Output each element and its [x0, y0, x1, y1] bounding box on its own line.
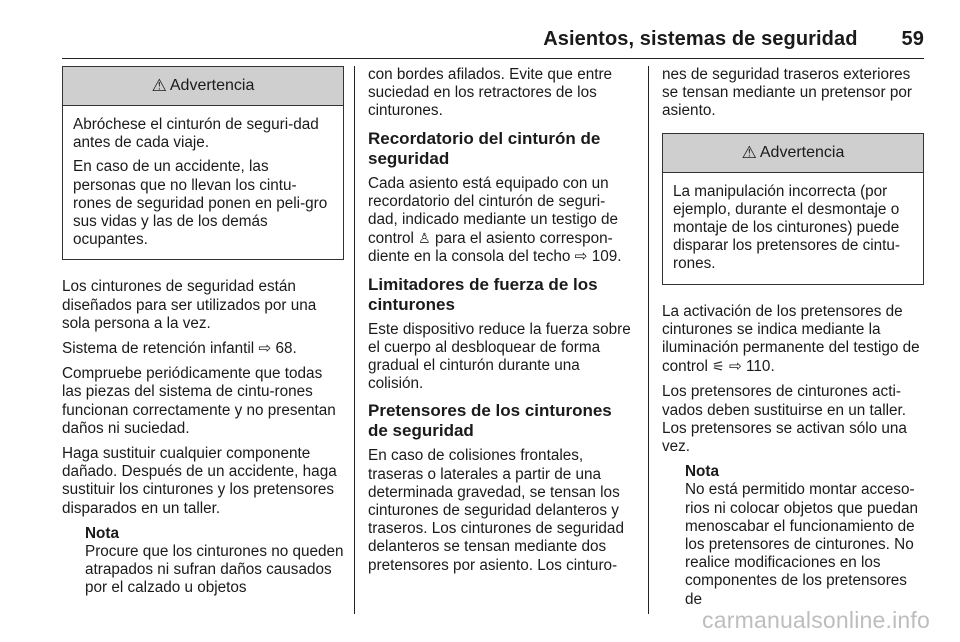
- warning-box-2: [662, 133, 924, 285]
- page-number: 59: [901, 28, 924, 50]
- paragraph: con bordes afilados. Evite que entre suciedad en los retractores de los cinturones.: [368, 66, 613, 120]
- warning-body: [63, 106, 343, 259]
- column-2: [368, 66, 634, 582]
- column-1: [62, 66, 344, 604]
- warning-header: [63, 67, 343, 106]
- section-heading: Limitadores de fuerza de los cinturones: [368, 274, 598, 314]
- header-title: Asientos, sistemas de seguridad: [543, 28, 858, 50]
- pretensioner-icon: ⚟: [712, 358, 725, 375]
- paragraph: Los pretensores de cinturones acti-vados deben sustituirse en un taller. Los pretensores se activan sólo una vez.: [662, 383, 907, 456]
- column-divider-2: [648, 66, 649, 614]
- note: [62, 525, 344, 598]
- paragraph: nes de seguridad traseros exteriores se tensan mediante un pretensor por asiento.: [662, 66, 913, 120]
- paragraph-link[interactable]: Sistema de retención infantil ⇨ 68.: [62, 340, 297, 358]
- seatbelt-icon: ♙: [418, 230, 431, 247]
- page-link[interactable]: ⇨ 110.: [728, 358, 775, 376]
- column-3: [662, 66, 924, 615]
- warning-triangle-icon: ⚠: [151, 75, 167, 95]
- warning-body: [663, 173, 923, 284]
- note-text: Procure que los cinturones no queden atrapados ni sufran daños causados por el calzado u objetos: [85, 543, 344, 597]
- warning-text: Abróchese el cinturón de seguri-dad antes de cada viaje.: [73, 116, 319, 152]
- warning-triangle-icon: ⚠: [741, 142, 757, 162]
- paragraph: Compruebe periódicamente que todas las piezas del sistema de cintu-rones funcionan correctamente y no presentan daños ni suciedad.: [62, 365, 336, 437]
- note-title: Nota: [685, 463, 719, 481]
- paragraph: Los cinturones de seguridad están diseñados para ser utilizados por una sola persona a la vez.: [62, 278, 317, 332]
- warning-text: La manipulación incorrecta (por ejemplo, durante el desmontaje o montaje de los cinturones) puede disparar los pretensores de cintu-rones.: [673, 182, 901, 273]
- note: [662, 463, 924, 609]
- warning-title: Advertencia: [759, 143, 845, 161]
- paragraph: Cada asiento está equipado con un recordatorio del cinturón de seguri-dad, indicado mediante un testigo de control ♙ para el asiento correspon-diente en la consola del techo ⇨ 109.: [368, 174, 622, 266]
- note-title: Nota: [85, 524, 119, 542]
- paragraph: La activación de los pretensores de cinturones se indica mediante la iluminación permanente del testigo de control ⚟ ⇨ 110.: [662, 302, 920, 376]
- warning-box-1: [62, 66, 344, 260]
- warning-text: En caso de un accidente, las personas que no llevan los cintu-rones de seguridad ponen en peli-gro sus vidas y las de los demás ocupantes.: [73, 158, 328, 249]
- paragraph: Este dispositivo reduce la fuerza sobre el cuerpo al desbloquear de forma gradual el cinturón durante una colisión.: [368, 320, 631, 393]
- header-rule: [62, 58, 924, 59]
- section-heading: Recordatorio del cinturón de seguridad: [368, 128, 601, 168]
- page-link[interactable]: para el asiento correspon-diente en la consola del techo ⇨ 109.: [368, 230, 622, 266]
- note-text: No está permitido montar acceso-rios ni colocar objetos que puedan menoscabar el funcionamiento de los pretensores de cinturones. No realice modificaciones en los componentes de los pretensores de: [685, 481, 919, 608]
- warning-header: [663, 134, 923, 173]
- paragraph: Haga sustituir cualquier componente dañado. Después de un accidente, haga sustituir los cinturones y los pretensores disparados en un taller.: [62, 445, 337, 517]
- page-header: [543, 28, 924, 51]
- paragraph: En caso de colisiones frontales, traseras o laterales a partir de una determinada gravedad, se tensan los cinturones de seguridad delanteros y traseros. Los cinturones de seguridad delanteros se tensan mediante dos pretensores por asiento. Los cinturo-: [368, 447, 624, 574]
- section-heading: Pretensores de los cinturones de seguridad: [368, 401, 612, 441]
- column-divider-1: [354, 66, 355, 614]
- watermark: carmanualsonline.info: [702, 607, 930, 633]
- warning-title: Advertencia: [169, 76, 255, 94]
